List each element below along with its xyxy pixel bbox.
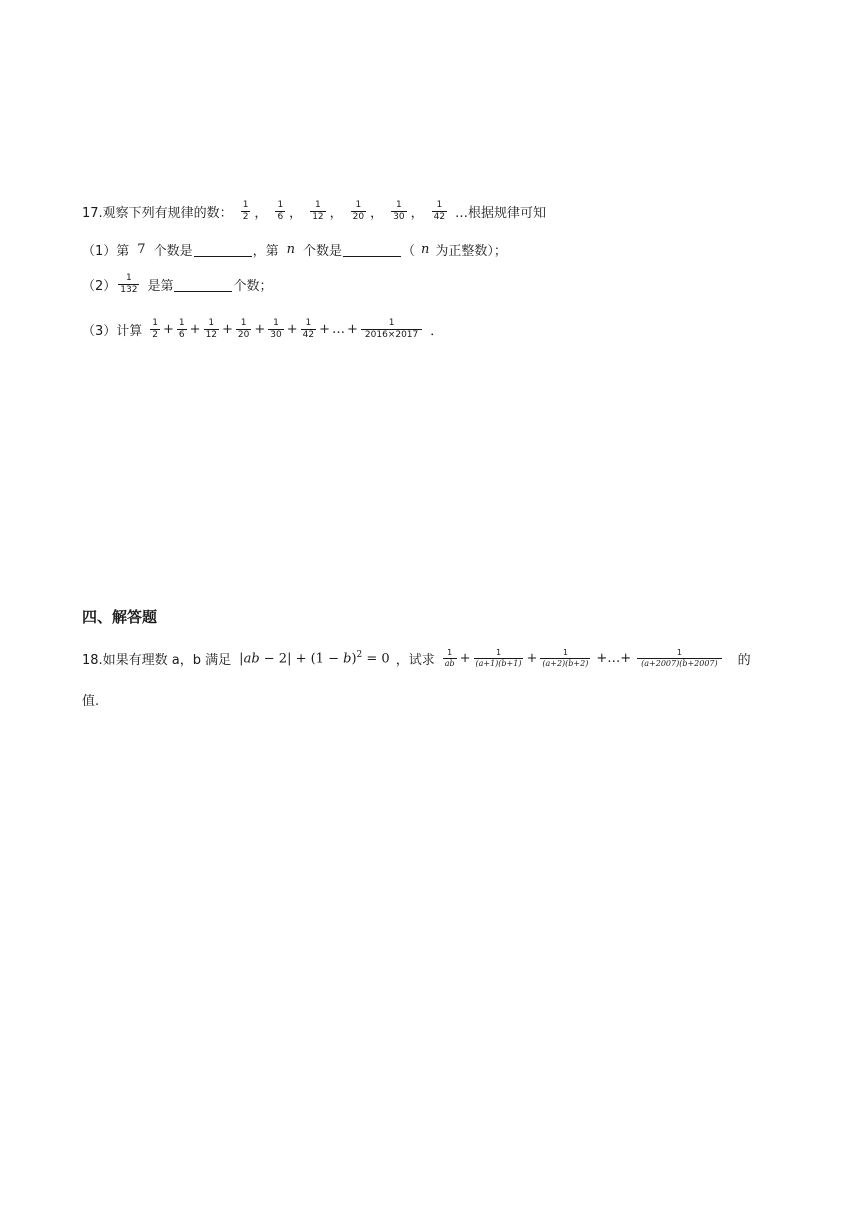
answer-blank-3[interactable] [174,277,232,292]
seq-frac-1: $\frac{1}{2}$ [242,200,249,222]
part1-label: （1）第 [82,244,130,259]
n-var: n [286,242,295,257]
sum-frac-last: $\frac{1}{2016\times 2017}$ [361,318,422,341]
q18-frac-1: $\frac{1}{ab}$ [444,648,455,668]
seven: 7 [137,242,146,257]
seq-frac-3: $\frac{1}{12}$ [312,200,324,222]
section-heading: 四、解答题 [82,608,158,626]
part1-text1: 个数是 [153,244,193,259]
sum-frac-3: $\frac{1}{12}$ [205,318,218,340]
plus: + [459,651,471,666]
q18-frac-2: $\frac{1}{(a+1)(b+1)}$ [475,648,522,668]
ellipsis: … [332,322,345,337]
sum-frac-2: $\frac{1}{6}$ [178,318,185,340]
frac-1-132: $\frac{1}{132}$ [120,273,138,295]
plus: + [163,322,174,337]
try-text: ，试求 [395,653,435,668]
comma: ， [370,206,384,221]
part1-text2: ，第 [252,244,279,259]
seq-frac-2: $\frac{1}{6}$ [277,200,284,222]
q17-part3 [82,318,443,341]
q17-part2 [82,273,273,296]
comma: ， [254,206,268,221]
period: ． [430,324,444,339]
part2-label: （2） [82,279,117,294]
sum-frac-6: $\frac{1}{42}$ [302,318,315,340]
sum-frac-4: $\frac{1}{20}$ [237,318,250,340]
q17-intro: 17.观察下列有规律的数： [82,206,233,221]
answer-blank-2[interactable] [343,242,401,257]
answer-blank-1[interactable] [194,242,252,257]
part1-text4: （ [401,244,415,259]
plus: + [526,651,538,666]
q18-line [82,648,751,669]
seq-frac-6: $\frac{1}{42}$ [433,200,446,222]
part2-text2: 个数； [233,279,273,294]
q18-intro: 18.如果有理数 a，b 满足 [82,653,232,668]
sum-frac-1: $\frac{1}{2}$ [152,318,159,340]
q18-de: 的 [737,653,751,668]
q18-frac-4: $\frac{1}{(a+2007)(b+2007)}$ [637,648,722,669]
seq-frac-5: $\frac{1}{30}$ [393,200,405,222]
seq-frac-4: $\frac{1}{20}$ [352,200,365,222]
comma: ， [410,206,424,221]
part1-text5: 为正整数）； [435,244,507,259]
comma: ， [289,206,303,221]
n-var-2: n [421,242,430,257]
q17-tail: …根据规律可知 [455,206,547,221]
q18-condition: $|ab - 2| + (1 - b)^2 = 0$ [239,650,390,667]
part1-text3: 个数是 [302,244,342,259]
comma: ， [329,206,343,221]
sum-frac-5: $\frac{1}{30}$ [270,318,282,340]
plus: + [347,322,358,337]
q18-line2: 值. [82,694,100,709]
part2-text1: 是第 [147,279,174,294]
q17-line [82,200,546,223]
plus: + [254,322,266,337]
q18-frac-3: $\frac{1}{(a+2)(b+2)}$ [542,648,589,668]
part3-label: （3）计算 [82,324,143,339]
mid-ellipsis: +…+ [596,651,632,666]
plus: + [319,322,330,337]
plus: + [189,322,201,337]
q17-part1 [82,240,507,259]
plus: + [286,322,298,337]
plus: + [222,322,233,337]
